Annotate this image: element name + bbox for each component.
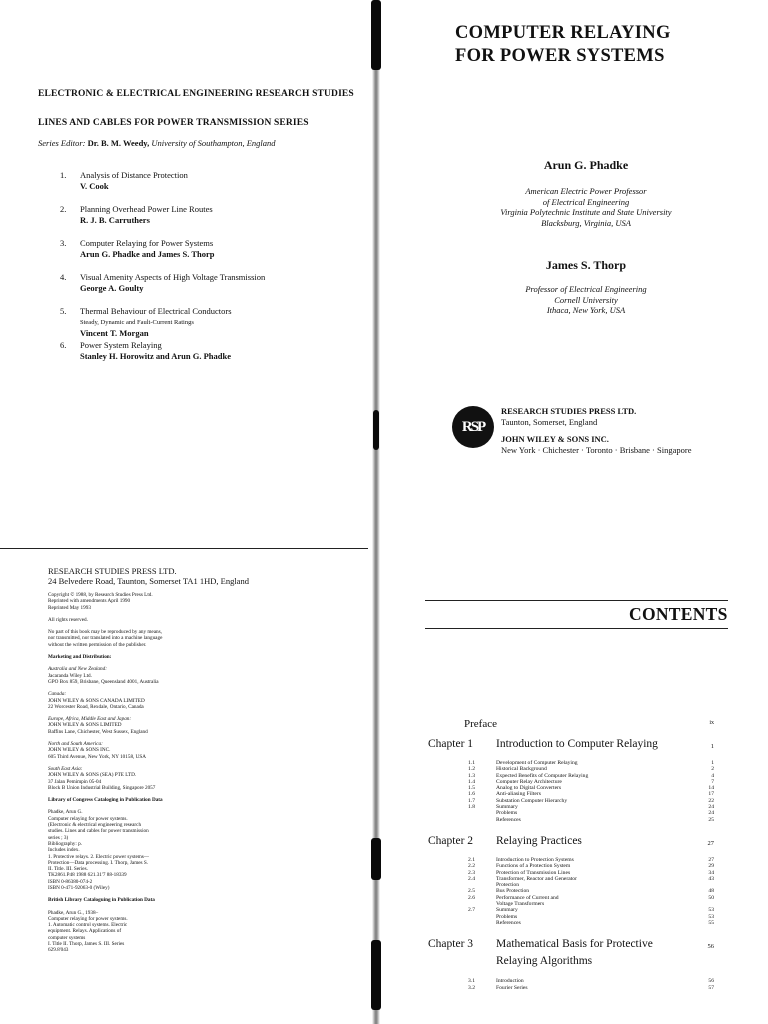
series-editor-affil: University of Southampton, England — [149, 138, 276, 148]
imprint-line: TK2861.P48 1988 621.31'7 88-18339 — [48, 872, 127, 879]
toc-section-page: 24 — [708, 804, 714, 811]
toc-section-title: Voltage Transformers — [496, 901, 545, 908]
series-item-note: Steady, Dynamic and Fault-Current Ratings — [80, 319, 194, 326]
toc-chapter-page: 27 — [707, 839, 714, 847]
region-line: Jacaranda Wiley Ltd. — [48, 672, 92, 679]
series-item-number: 5. — [60, 306, 67, 316]
toc-section — [428, 985, 728, 991]
toc-section-title: Analog to Digital Converters — [496, 785, 562, 792]
toc-chapter-label: Chapter 2 — [428, 834, 474, 847]
toc-section-page: 50 — [708, 894, 714, 901]
series-list-item — [60, 272, 360, 306]
imprint-block — [48, 566, 348, 954]
book-title — [455, 22, 671, 68]
series-list-item — [60, 340, 360, 374]
spine-shadow — [371, 940, 381, 1010]
copyright-block — [48, 592, 348, 611]
toc-section-number: 3.1 — [468, 978, 475, 985]
toc-section-number: 2.2 — [468, 863, 475, 870]
toc-section-number: 1.8 — [468, 804, 475, 811]
series-item-title: Thermal Behaviour of Electrical Conductors — [80, 306, 232, 316]
imprint-line: II. Title. III. Series. — [48, 866, 88, 873]
toc-section-page: 53 — [708, 907, 714, 914]
page-edge — [0, 548, 368, 549]
publisher-2-place: New York · Chichester · Toronto · Brisbane · Singapore — [501, 444, 692, 455]
affil-line: Virginia Polytechnic Institute and State University — [500, 207, 672, 217]
toc-chapter — [428, 736, 728, 760]
toc-section-number: 2.3 — [468, 869, 475, 876]
toc-section-number: 2.4 — [468, 875, 475, 882]
imprint-line: Computer relaying for power systems. — [48, 815, 128, 822]
imprint-line: Phadke, Arun G. — [48, 809, 83, 816]
imprint-address-2: 24 Belvedere Road, Taunton, Somerset TA1 1HD, England — [48, 576, 249, 586]
region-line: 605 Third Avenue, New York, NY 10158, USA — [48, 753, 147, 760]
toc-section-page: 48 — [708, 888, 714, 895]
toc-chapter-title: Mathematical Basis for Protective Relaying Algorithms — [496, 938, 653, 968]
toc-section-page: 55 — [708, 919, 714, 926]
toc-section-title: Expected Benefits of Computer Relaying — [496, 772, 589, 779]
toc-section-number: 2.5 — [468, 888, 475, 895]
imprint-line: Reprinted with amendments April 1990 — [48, 598, 131, 605]
series-item-title: Visual Amenity Aspects of High Voltage Transmission — [80, 272, 266, 282]
series-list — [60, 170, 360, 374]
rights-reserved: All rights reserved. — [48, 616, 88, 623]
affil-line: Cornell University — [554, 294, 618, 305]
toc-section-title: Bus Protection — [496, 888, 530, 895]
imprint-line: computer systems — [48, 934, 86, 941]
series-item-author: R. J. B. Carruthers — [80, 215, 150, 225]
series-editor-prefix: Series Editor: — [38, 138, 88, 148]
imprint-line: studies. Lines and cables for power transmission — [48, 828, 149, 835]
imprint-line: nor transmitted, nor translated into a machine language — [48, 635, 163, 642]
toc-section-title: Functions of a Protection System — [496, 863, 571, 870]
region-name: Europe, Africa, Middle East and Japan: — [48, 716, 132, 723]
affil-line: Professor of Electrical Engineering — [525, 284, 647, 294]
region-line: JOHN WILEY & SONS INC. — [48, 747, 111, 754]
book-title-line-2: FOR POWER SYSTEMS — [455, 46, 665, 66]
bl-heading: British Library Cataloguing in Publication Data — [48, 897, 155, 904]
affil-line: of Electrical Engineering — [542, 196, 630, 207]
toc-preface-page: ix — [709, 720, 714, 726]
toc-section-number: 1.1 — [468, 760, 475, 766]
toc-section-title: Performance of Current and — [496, 894, 559, 901]
toc-section-title: Protection of Transmission Lines — [496, 869, 571, 876]
toc-section-page: 1 — [711, 760, 714, 766]
table-of-contents — [428, 718, 728, 1001]
publisher-1-name: RESEARCH STUDIES PRESS LTD. — [501, 406, 637, 416]
region-line: Block B Union Industrial Building, Singapore 2057 — [48, 784, 156, 791]
toc-section-title: Transformer, Reactor and Generator — [496, 875, 577, 882]
contents-top-rule — [425, 600, 728, 601]
series-item-title: Computer Relaying for Power Systems — [80, 238, 214, 248]
imprint-line: equipment. Relays. Applications of — [48, 928, 122, 935]
toc-section-page: 25 — [708, 816, 714, 823]
region-name: North and South America: — [48, 741, 103, 748]
bl-cataloguing — [48, 910, 348, 954]
imprint-line: Reprinted May 1993 — [48, 604, 91, 611]
affil-line: Ithaca, New York, USA — [546, 305, 626, 315]
toc-section-number: 2.1 — [468, 856, 475, 863]
imprint-line: Protection—Data processing. I. Thorp, James S. — [48, 859, 149, 866]
toc-section-page: 22 — [708, 797, 714, 804]
toc-section-title: Computer Relay Architecture — [496, 778, 562, 785]
distribution-regions — [48, 666, 348, 797]
toc-section — [428, 920, 728, 926]
toc-section-title: Historical Background — [496, 766, 547, 773]
toc-section-title: Anti-aliasing Filters — [496, 791, 541, 798]
loc-cataloging — [48, 809, 348, 891]
series-heading-1: ELECTRONIC & ELECTRICAL ENGINEERING RESEARCH STUDIES — [38, 89, 354, 99]
toc-section-title: Introduction — [496, 978, 524, 985]
toc-chapter-page: 56 — [707, 943, 714, 951]
notice-block — [48, 629, 348, 648]
imprint-line: ISBN 0-471-92063-0 (Wiley) — [48, 884, 110, 891]
imprint-line: Copyright © 1988, by Research Studies Press Ltd. — [48, 592, 153, 598]
series-item-author: V. Cook — [80, 181, 109, 191]
series-item-title: Analysis of Distance Protection — [80, 170, 188, 180]
series-item-title: Power System Relaying — [80, 340, 162, 350]
spine-shadow — [371, 0, 381, 70]
series-list-item — [60, 170, 360, 204]
region-line: JOHN WILEY & SONS (SEA) PTE LTD. — [48, 772, 137, 779]
series-item-author: George A. Goulty — [80, 283, 144, 293]
imprint-line: I. Title II. Thorp, James S. III. Series — [48, 941, 125, 948]
region-line: 37 Jalan Pemimpin 05-04 — [48, 778, 102, 785]
toc-section-page: 4 — [711, 772, 714, 779]
toc-section-number: 1.4 — [468, 778, 475, 785]
affil-line: Blacksburg, Virginia, USA — [541, 217, 631, 228]
series-heading-2: LINES AND CABLES FOR POWER TRANSMISSION SERIES — [38, 118, 309, 128]
publisher-2-name: JOHN WILEY & SONS INC. — [501, 434, 609, 444]
author-1-name: Arun G. Phadke — [543, 158, 629, 172]
series-item-number: 2. — [60, 204, 67, 214]
toc-section-number: 3.2 — [468, 984, 475, 991]
toc-section-number: 1.2 — [468, 766, 475, 773]
toc-section-title: Introduction to Protection Systems — [496, 856, 574, 863]
toc-chapter-label: Chapter 3 — [428, 938, 474, 951]
series-list-item — [60, 204, 360, 238]
imprint-line: Bibliography: p. — [48, 840, 83, 847]
marketing-heading: Marketing and Distribution: — [48, 654, 112, 661]
toc-section-number: 1.5 — [468, 785, 475, 792]
toc-section-title: References — [496, 816, 521, 823]
toc-section-page: 56 — [708, 978, 714, 985]
author-2-affiliation — [392, 284, 768, 316]
series-item-title: Planning Overhead Power Line Routes — [80, 204, 213, 214]
series-item-author: Vincent T. Morgan — [80, 328, 149, 338]
series-item-text — [80, 238, 214, 260]
series-item-number: 3. — [60, 238, 67, 248]
toc-section-page: 2 — [711, 766, 714, 773]
imprint-address-1: RESEARCH STUDIES PRESS LTD. — [48, 566, 177, 576]
toc-chapter-page: 1 — [710, 743, 714, 750]
series-editor-name: Dr. B. M. Weedy, — [87, 138, 150, 148]
toc-section-title: Problems — [496, 810, 518, 817]
series-item-text — [80, 306, 232, 339]
toc-section-page: 43 — [708, 875, 714, 882]
toc-section-number: 1.7 — [468, 797, 475, 804]
author-1-affiliation — [392, 186, 768, 228]
imprint-line: 1. Automatic control systems. Electric — [48, 922, 128, 929]
imprint-line: Phadke, Arun G., 1938– — [48, 909, 99, 916]
series-item-text — [80, 204, 213, 226]
spine-shadow — [373, 410, 379, 450]
region-line: GPO Box 859, Brisbane, Queensland 4001, Australia — [48, 678, 159, 685]
author-2-name: James S. Thorp — [545, 258, 627, 272]
publisher-1 — [501, 406, 636, 427]
region-name: Australia and New Zealand: — [48, 666, 107, 673]
series-item-text — [80, 272, 265, 294]
toc-section-page: 29 — [708, 863, 714, 870]
toc-section-number: 2.7 — [468, 907, 475, 914]
toc-section-page: 14 — [708, 785, 714, 792]
toc-chapter-title: Introduction to Computer Relaying — [496, 738, 658, 750]
region-line: 22 Worcester Road, Rexdale, Ontario, Canada — [48, 703, 144, 710]
toc-preface-label: Preface — [464, 718, 497, 730]
toc-section-title: Protection — [496, 882, 519, 889]
region-line: JOHN WILEY & SONS CANADA LIMITED — [48, 697, 145, 704]
region-line: JOHN WILEY & SONS LIMITED — [48, 722, 122, 729]
publisher-2 — [501, 434, 691, 455]
toc-chapter — [428, 833, 728, 857]
toc-section-page: 24 — [708, 810, 714, 817]
toc-chapter — [428, 936, 728, 978]
book-title-line-1: COMPUTER RELAYING — [455, 23, 671, 43]
toc-section — [428, 817, 728, 823]
region-name: Canada: — [48, 691, 67, 698]
contents-title: CONTENTS — [629, 604, 728, 624]
toc-preface — [428, 718, 728, 736]
spine-shadow — [371, 838, 381, 880]
toc-section-page: 34 — [708, 869, 714, 876]
contents-bottom-rule — [425, 628, 728, 629]
toc-section-title: Fourier Series — [496, 984, 528, 991]
series-item-text — [80, 340, 231, 362]
series-item-author: Arun G. Phadke and James S. Thorp — [80, 249, 215, 259]
toc-chapter-title: Relaying Practices — [496, 834, 582, 847]
region-line: Baffins Lane, Chichester, West Sussex, England — [48, 728, 148, 735]
imprint-line: 629.8'043 — [48, 947, 69, 954]
imprint-line: without the written permission of the publisher. — [48, 641, 147, 648]
toc-section-title: References — [496, 919, 521, 926]
affil-line: American Electric Power Professor — [525, 186, 647, 196]
imprint-line: series ; 3) — [48, 834, 69, 841]
rsp-logo: RSP — [452, 406, 494, 448]
series-item-text — [80, 170, 188, 192]
toc-section-title: Summary — [496, 907, 518, 914]
toc-section-number: 1.3 — [468, 772, 475, 779]
toc-section-number: 1.6 — [468, 791, 475, 798]
series-item-number: 1. — [60, 170, 67, 180]
series-list-item — [60, 306, 360, 340]
series-list-item — [60, 238, 360, 272]
imprint-line: 1. Protective relays. 2. Electric power systems— — [48, 853, 149, 860]
imprint-line: (Electronic & electrical engineering research — [48, 822, 142, 829]
toc-section-title: Problems — [496, 913, 518, 920]
loc-heading: Library of Congress Cataloging in Publication Data — [48, 797, 163, 804]
toc-section-title: Development of Computer Relaying — [496, 760, 578, 766]
imprint-line: No part of this book may be reproduced by any means, — [48, 629, 162, 636]
toc-section-title: Summary — [496, 804, 518, 811]
toc-section-page: 27 — [708, 856, 714, 863]
toc-chapter-label: Chapter 1 — [428, 738, 474, 750]
series-item-number: 4. — [60, 272, 67, 282]
toc-section-page: 57 — [708, 984, 714, 991]
series-item-number: 6. — [60, 340, 67, 350]
toc-section-page: 7 — [711, 778, 714, 785]
toc-section-page: 17 — [708, 791, 714, 798]
imprint-line: ISBN 0-86380-074-2 — [48, 878, 93, 885]
region-name: South East Asia: — [48, 765, 83, 772]
toc-section-title: Substation Computer Hierarchy — [496, 797, 568, 804]
toc-section-number: 2.6 — [468, 894, 475, 901]
series-editor — [38, 138, 276, 148]
series-item-author: Stanley H. Horowitz and Arun G. Phadke — [80, 351, 231, 361]
publisher-1-place: Taunton, Somerset, England — [501, 416, 598, 427]
imprint-line: Includes index. — [48, 847, 80, 854]
toc-section-page: 53 — [708, 913, 714, 920]
imprint-line: Computer relaying for power systems. — [48, 915, 128, 922]
